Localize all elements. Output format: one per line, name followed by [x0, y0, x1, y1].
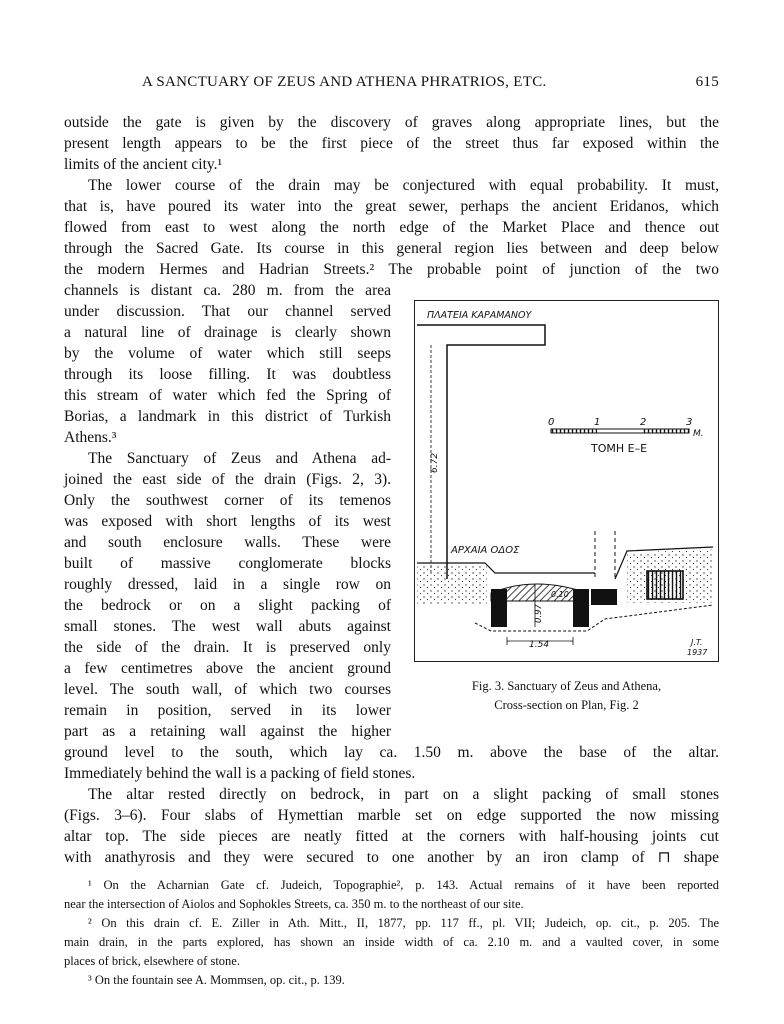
body-line: joined the east side of the drain (Figs. 2, 3). [64, 471, 391, 488]
body-line: ground level to the south, which lay ca. 1.50 m. above the base of the altar. [64, 744, 719, 761]
body-line: by the volume of water which still seeps [64, 345, 391, 362]
body-line: Only the southwest corner of its temenos [64, 492, 391, 509]
body-line: through its loose filling. It was doubtless [64, 366, 391, 383]
cross-section-svg [415, 301, 718, 661]
body-line: roughly dressed, laid in a single row on [64, 576, 391, 593]
body-line: channels is distant ca. 280 m. from the area [64, 282, 391, 299]
page-number: 615 [695, 74, 719, 90]
body-line: the bedrock or on a slight packing of [64, 597, 391, 614]
scale-tick: 2 [640, 417, 647, 428]
width-dimension-label: 1.54 [529, 640, 550, 650]
scale-tick: 0 [548, 417, 555, 428]
body-line: part as a retaining wall against the higher [64, 723, 391, 740]
footnote-line: ³ On the fountain see A. Mommsen, op. cit., p. 139. [88, 973, 345, 987]
footnote-line: near the intersection of Aiolos and Sophokles Streets, ca. 350 m. to the northeast of our site. [64, 897, 524, 911]
altar-block [647, 571, 683, 599]
temenos-wall-block [591, 589, 617, 605]
drawing-year: 1937 [687, 648, 708, 657]
running-head-title: A SANCTUARY OF ZEUS AND ATHENA PHRATRIOS, ETC. [142, 74, 547, 90]
figure-caption: Cross-section on Plan, Fig. 2 [494, 698, 639, 712]
body-line: under discussion. That our channel served [64, 303, 391, 320]
footnote-line: ² On this drain cf. E. Ziller in Ath. Mitt., II, 1877, pp. 117 ff., pl. VII; Judeich, op. cit., p. 205. The [88, 916, 719, 930]
body-line: Immediately behind the wall is a packing of field stones. [64, 765, 416, 782]
body-line: altar top. The side pieces are neatly fitted at the corners with half-housing joints cut [64, 828, 719, 845]
scale-bar-fill [643, 429, 689, 433]
bedrock-line [475, 605, 713, 631]
body-line: and south enclosure walls. These were [64, 534, 391, 551]
drain-wall-east [573, 589, 589, 627]
footnote-line: ¹ On the Acharnian Gate cf. Judeich, Topographie², p. 143. Actual remains of it have been reported [88, 878, 719, 892]
figure-caption: Fig. 3. Sanctuary of Zeus and Athena, [471, 679, 662, 693]
drain-wall-west [491, 589, 507, 627]
drafter-initials: J.T. [691, 638, 703, 647]
scale-tick: 1 [594, 417, 601, 428]
depth-dimension-label: 0.97 [534, 604, 544, 623]
street-label: ΠΛΑΤΕΙΑ ΚΑΡΑΜΑΝΟΥ [427, 310, 532, 321]
body-line: present length appears to be the first piece of the street thus far exposed within the [64, 135, 719, 152]
road-label: ΑΡΧΑΙΑ ΟΔΟΣ [451, 545, 520, 556]
body-line: was exposed with short lengths of its west [64, 513, 391, 530]
body-line: limits of the ancient city.¹ [64, 156, 223, 173]
body-line: this stream of water which fed the Spring of [64, 387, 391, 404]
body-line: flowed from east to west along the north edge of the Market Place and thence out [64, 219, 719, 236]
body-line: small stones. The west wall abuts against [64, 618, 391, 635]
body-line: the modern Hermes and Hadrian Streets.² The probable point of junction of the two [64, 261, 719, 278]
offset-dimension-label: 0.10 [551, 590, 569, 599]
height-dimension-label: 6.72 [430, 452, 440, 473]
figure-3-drawing [414, 300, 719, 662]
section-label: ΤΟΜΗ Ε–Ε [591, 442, 648, 455]
body-line: through the Sacred Gate. Its course in this general region lies between and deep below [64, 240, 719, 257]
body-line: with anathyrosis and they were secured to one another by an iron clamp of ⊓ shape [64, 849, 719, 866]
body-line: The Sanctuary of Zeus and Athena ad- [88, 450, 391, 467]
footnote-line: main drain, in the parts explored, has shown an inside width of ca. 2.10 m. and a vaulted cover, in some [64, 935, 719, 949]
body-line: (Figs. 3–6). Four slabs of Hymettian marble set on edge supported the now missing [64, 807, 719, 824]
body-line: the side of the drain. It is preserved only [64, 639, 391, 656]
body-line: a natural line of drainage is clearly shown [64, 324, 391, 341]
body-line: outside the gate is given by the discovery of graves along appropriate lines, but the [64, 114, 719, 131]
body-line: Borias, a landmark in this district of Turkish [64, 408, 391, 425]
body-line: The lower course of the drain may be conjectured with equal probability. It must, [88, 177, 719, 194]
scale-bar-fill [551, 429, 597, 433]
body-line: built of massive conglomerate blocks [64, 555, 391, 572]
body-line: a few centimetres above the ancient ground [64, 660, 391, 677]
body-line: level. The south wall, of which two courses [64, 681, 391, 698]
ground-fill [417, 565, 487, 605]
body-line: remain in position, served in its lower [64, 702, 391, 719]
body-line: that is, have poured its water into the great sewer, perhaps the ancient Eridanos, which [64, 198, 719, 215]
scale-unit: M. [693, 429, 704, 439]
scale-tick: 3 [686, 417, 693, 428]
body-line: Athens.³ [64, 429, 117, 446]
body-line: The altar rested directly on bedrock, in part on a slight packing of small stones [88, 786, 719, 803]
street-profile-line [417, 325, 545, 579]
footnote-line: places of brick, elsewhere of stone. [64, 954, 240, 968]
